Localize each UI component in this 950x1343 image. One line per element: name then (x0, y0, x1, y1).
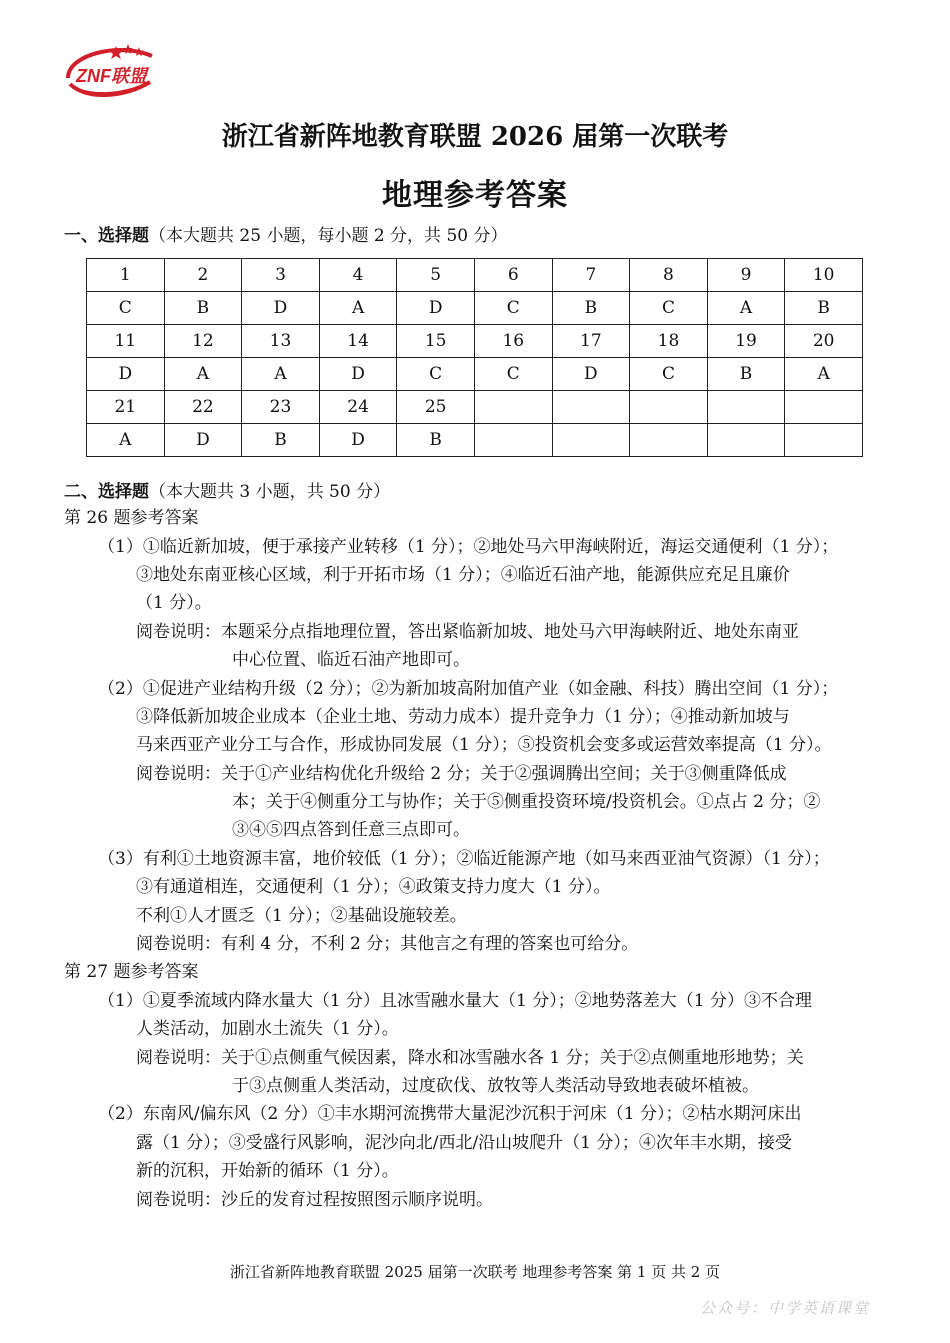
answer-cell: D (242, 292, 320, 325)
question-number-cell: 4 (319, 259, 397, 292)
answer-cell: B (552, 292, 630, 325)
answer-cell (707, 424, 785, 457)
q26-2-line-2: ③降低新加坡企业成本（企业土地、劳动力成本）提升竞争力（1 分）；④推动新加坡与 (136, 707, 790, 727)
question-number-cell: 8 (630, 259, 708, 292)
question-number-cell: 10 (785, 259, 863, 292)
q27-1-note-2: 于③点侧重人类活动，过度砍伐、放牧等人类活动导致地表破坏植被。 (232, 1076, 759, 1096)
q26-2-note-2: 本；关于④侧重分工与协作；关于⑤侧重投资环境/投资机会。①点占 2 分；② (232, 792, 821, 812)
section-1-header (64, 221, 508, 246)
section-1-note: （本大题共 25 小题，每小题 2 分，共 50 分） (149, 226, 508, 246)
answer-cell: C (397, 358, 475, 391)
question-number-cell: 9 (707, 259, 785, 292)
q26-2-note-1: 阅卷说明：关于①产业结构优化升级给 2 分；关于②强调腾出空间；关于③侧重降低成 (136, 764, 787, 784)
question-number-cell: 14 (319, 325, 397, 358)
answer-cell: D (164, 424, 242, 457)
answer-cell: C (474, 358, 552, 391)
question-number-cell: 7 (552, 259, 630, 292)
question-number-row (87, 259, 863, 292)
q27-2-line-3: 新的沉积，开始新的循环（1 分）。 (136, 1161, 399, 1181)
q27-2-line-1: （2）东南风/偏东风（2 分）①丰水期河流携带大量泥沙沉积于河床（1 分）；②枯水期河床出 (98, 1104, 802, 1124)
answer-cell: A (87, 424, 165, 457)
page-title: 地理参考答案 (382, 178, 568, 213)
question-number-cell: 19 (707, 325, 785, 358)
q26-3-line-3: 不利①人才匮乏（1 分）；②基础设施较差。 (136, 906, 467, 926)
q27-1-line-2: 人类活动，加剧水土流失（1 分）。 (136, 1019, 399, 1039)
question-number-row (87, 391, 863, 424)
question-number-cell (552, 391, 630, 424)
exam-title: 浙江省新阵地教育联盟 2026 届第一次联考 (221, 122, 729, 152)
question-number-cell: 20 (785, 325, 863, 358)
answer-cell: B (785, 292, 863, 325)
q26-3-line-2: ③有通道相连，交通便利（1 分）；④政策支持力度大（1 分）。 (136, 877, 611, 897)
answer-row (87, 424, 863, 457)
question-number-cell (707, 391, 785, 424)
answer-cell: D (319, 358, 397, 391)
answer-cell (630, 424, 708, 457)
question-number-cell (630, 391, 708, 424)
watermark: 公众号：中学英语课堂 (700, 1299, 871, 1317)
q27-1-line-1: （1）①夏季流域内降水量大（1 分）且冰雪融水量大（1 分）；②地势落差大（1 分）③不合理 (98, 991, 812, 1011)
question-number-cell: 21 (87, 391, 165, 424)
answer-cell: A (164, 358, 242, 391)
answer-cell: B (242, 424, 320, 457)
logo-text: ZNF联盟 (76, 66, 147, 86)
section-1-heading: 一、选择题 (64, 226, 149, 246)
answer-cell: A (707, 292, 785, 325)
q27-2-line-2: 露（1 分）；③受盛行风影响，泥沙向北/西北/沿山坡爬升（1 分）；④次年丰水期，接受 (136, 1133, 792, 1153)
answer-cell: C (87, 292, 165, 325)
q26-2-line-1: （2）①促进产业结构升级（2 分）；②为新加坡高附加值产业（如金融、科技）腾出空间（1 分）； (98, 679, 839, 699)
q26-1-line-2: ③地处东南亚核心区域，利于开拓市场（1 分）；④临近石油产地，能源供应充足且廉价 (136, 565, 790, 585)
question-number-cell: 12 (164, 325, 242, 358)
answer-cell (785, 424, 863, 457)
answer-cell (552, 424, 630, 457)
question-number-cell: 22 (164, 391, 242, 424)
q26-3-note: 阅卷说明：有利 4 分，不利 2 分；其他言之有理的答案也可给分。 (136, 934, 639, 954)
q27-1-note-1: 阅卷说明：关于①点侧重气候因素，降水和冰雪融水各 1 分；关于②点侧重地形地势；关 (136, 1048, 804, 1068)
answer-row (87, 292, 863, 325)
q27-heading: 第 27 题参考答案 (64, 962, 199, 982)
answer-cell: C (474, 292, 552, 325)
question-number-cell: 1 (87, 259, 165, 292)
question-number-cell: 11 (87, 325, 165, 358)
answer-cell: A (242, 358, 320, 391)
q26-1-line-3: （1 分）。 (136, 593, 212, 613)
logo (60, 40, 170, 102)
answer-cell: D (87, 358, 165, 391)
answer-cell: C (630, 292, 708, 325)
page-footer: 浙江省新阵地教育联盟 2025 届第一次联考 地理参考答案 第 1 页 共 2 页 (229, 1263, 721, 1281)
answer-cell: D (552, 358, 630, 391)
q26-3-line-1: （3）有利①土地资源丰富，地价较低（1 分）；②临近能源产地（如马来西亚油气资源）（1 分）； (98, 849, 830, 869)
question-number-cell: 25 (397, 391, 475, 424)
answer-cell: A (319, 292, 397, 325)
section-2-note: （本大题共 3 小题，共 50 分） (149, 482, 391, 502)
answer-cell: B (707, 358, 785, 391)
question-number-cell: 5 (397, 259, 475, 292)
question-number-cell (785, 391, 863, 424)
answer-cell: D (319, 424, 397, 457)
question-number-cell: 17 (552, 325, 630, 358)
question-number-cell (474, 391, 552, 424)
q26-heading: 第 26 题参考答案 (64, 508, 199, 528)
answer-cell: D (397, 292, 475, 325)
q26-1-line-1: （1）①临近新加坡，便于承接产业转移（1 分）；②地处马六甲海峡附近，海运交通便利（1 分）； (98, 537, 839, 557)
question-number-cell: 6 (474, 259, 552, 292)
q27-2-note: 阅卷说明：沙丘的发育过程按照图示顺序说明。 (136, 1190, 493, 1210)
q26-2-note-3: ③④⑤四点答到任意三点即可。 (232, 820, 470, 840)
question-number-cell: 18 (630, 325, 708, 358)
answer-cell: A (785, 358, 863, 391)
question-number-cell: 24 (319, 391, 397, 424)
question-number-cell: 15 (397, 325, 475, 358)
section-2-heading: 二、选择题 (64, 482, 149, 502)
section-2-header (64, 477, 390, 502)
question-number-row (87, 325, 863, 358)
question-number-cell: 2 (164, 259, 242, 292)
question-number-cell: 3 (242, 259, 320, 292)
question-number-cell: 13 (242, 325, 320, 358)
answer-cell: C (630, 358, 708, 391)
answer-row (87, 358, 863, 391)
answer-cell: B (164, 292, 242, 325)
question-number-cell: 23 (242, 391, 320, 424)
answer-cell: B (397, 424, 475, 457)
question-number-cell: 16 (474, 325, 552, 358)
answer-cell (474, 424, 552, 457)
q26-1-note-1: 阅卷说明：本题采分点指地理位置，答出紧临新加坡、地处马六甲海峡附近、地处东南亚 (136, 622, 799, 642)
q26-1-note-2: 中心位置、临近石油产地即可。 (232, 650, 470, 670)
q26-2-line-3: 马来西亚产业分工与合作，形成协同发展（1 分）；⑤投资机会变多或运营效率提高（1 分）。 (136, 735, 832, 755)
answer-table (86, 258, 863, 457)
